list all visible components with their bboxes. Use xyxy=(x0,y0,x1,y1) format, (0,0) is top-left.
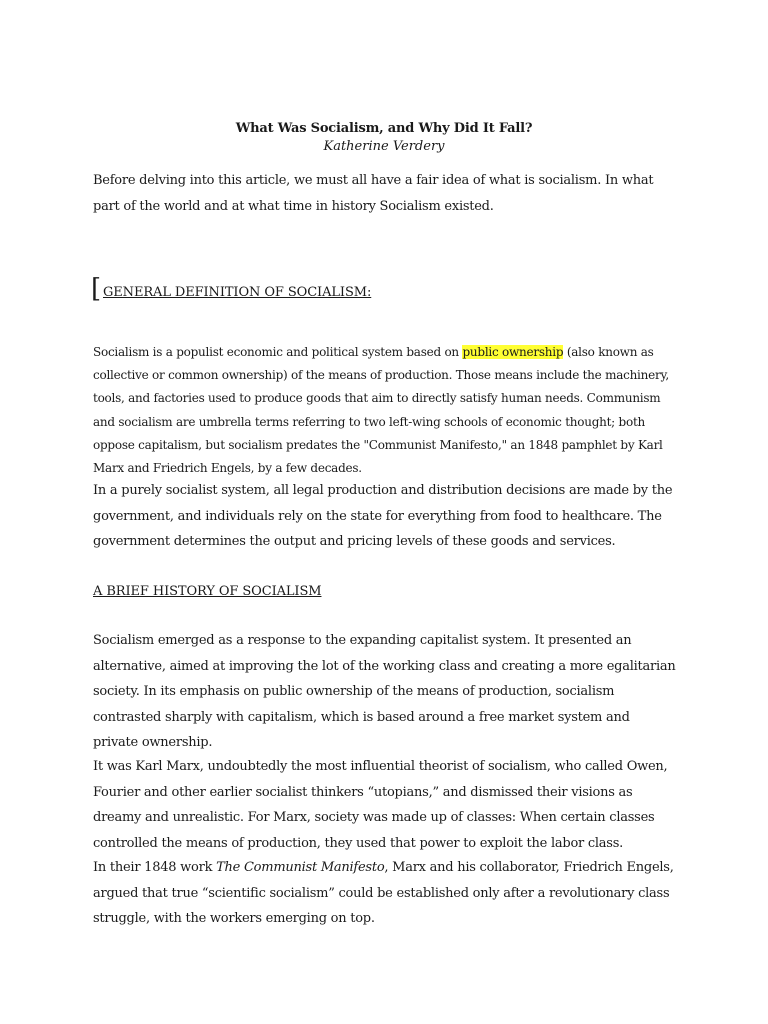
definition-text-end: (also known as collective or common ownership) of the means of production. Those means include the machinery, tools, and factories used to produce goods that aim to directly satisfy human needs. Communism and socialism are umbrella terms referring to two left-wing schools of economic thought; both oppose capitalism, but socialism predates the "Communist Manifesto," an 1848 pamphlet by Karl Marx and Friedrich Engels, by a few decades. xyxy=(93,345,669,476)
document-title: What Was Socialism, and Why Did It Fall? xyxy=(235,121,533,136)
highlighted-phrase: public ownership xyxy=(462,345,564,359)
history-text-start: In their 1848 work xyxy=(93,860,217,875)
bracket-mark: [ xyxy=(91,274,102,304)
definition-paragraph xyxy=(93,341,678,480)
section-heading-definition: GENERAL DEFINITION OF SOCIALISM: xyxy=(103,285,372,300)
title-block xyxy=(0,120,768,156)
history-text-end: , Marx and his collaborator, Friedrich Engels, argued that true “scientific socialism” could be established only after a revolutionary class struggle, with the workers emerging on top. xyxy=(93,860,674,926)
document-author: Katherine Verdery xyxy=(323,139,445,154)
section-heading-history: A BRIEF HISTORY OF SOCIALISM xyxy=(93,584,322,599)
intro-paragraph: Before delving into this article, we must all have a fair idea of what is socialism. In what part of the world and at what time in history Socialism existed. xyxy=(93,173,654,214)
definition-text-start: Socialism is a populist economic and political system based on xyxy=(93,345,463,359)
socialist-system-paragraph: In a purely socialist system, all legal production and distribution decisions are made by the government, and individuals rely on the state for everything from food to healthcare. The government determines the output and pricing levels of these goods and services. xyxy=(93,483,673,549)
work-title: The Communist Manifesto xyxy=(216,860,385,875)
history-paragraph-1: Socialism emerged as a response to the expanding capitalist system. It presented an alternative, aimed at improving the lot of the working class and creating a more egalitarian society. In its emphasis on public ownership of the means of production, socialism contrasted sharply with capitalism, which is based around a free market system and private ownership. xyxy=(93,633,676,750)
history-paragraph-2: It was Karl Marx, undoubtedly the most influential theorist of socialism, who called Owen, Fourier and other earlier socialist thinkers “utopians,” and dismissed their visions as dreamy and unrealistic. For Marx, society was made up of classes: When certain classes controlled the means of production, they used that power to exploit the labor class. xyxy=(93,759,668,851)
history-paragraph-3 xyxy=(93,855,678,932)
